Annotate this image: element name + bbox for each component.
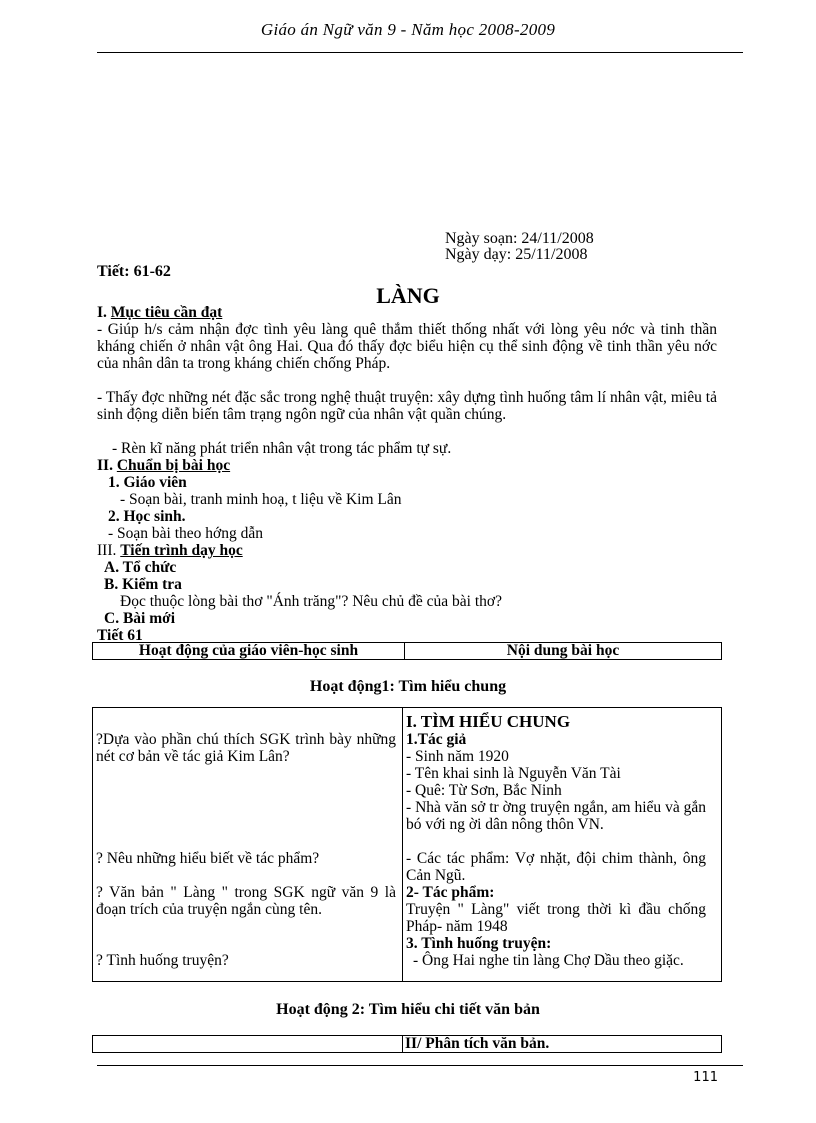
content-heading: I. TÌM HIỂU CHUNG	[406, 712, 571, 731]
step-a: A. Tổ chức	[104, 559, 177, 576]
period-61-label: Tiết 61	[97, 627, 143, 644]
question-author: ?Dựa vào phần chú thích SGK trình bày những nét cơ bản về tác giả Kim Lân?	[96, 731, 396, 765]
footer-rule	[97, 1065, 743, 1066]
activity-1-questions	[93, 708, 403, 982]
section-1-heading: I. Mục tiêu cần đạt	[97, 304, 223, 321]
lesson-period: Tiết: 61-62	[97, 263, 171, 280]
activity-2-table	[92, 1035, 722, 1053]
question-excerpt: ? Văn bản " Làng " trong SGK ngữ văn 9 là đoạn trích của truyện ngắn cùng tên.	[96, 884, 396, 918]
author-heading: 1.Tác giả	[406, 731, 467, 748]
author-works: - Các tác phẩm: Vợ nhặt, đội chim thành, ông Cản Ngũ.	[406, 850, 706, 884]
question-work: ? Nêu những hiểu biết về tác phẩm?	[96, 850, 320, 867]
section-1-title: Mục tiêu cần đạt	[110, 304, 223, 321]
student-heading: 2. Học sinh.	[108, 508, 186, 525]
student-item: - Soạn bài theo hớng dẫn	[108, 525, 263, 542]
work-heading: 2- Tác phẩm:	[406, 884, 495, 901]
activity-2-title: Hoạt động 2: Tìm hiểu chi tiết văn bản	[276, 1001, 540, 1018]
teacher-heading: 1. Giáo viên	[108, 474, 187, 491]
step-b: B. Kiểm tra	[104, 576, 182, 593]
author-hometown: - Quê: Từ Sơn, Bắc Ninh	[406, 782, 562, 799]
activity-2-questions	[93, 1036, 403, 1053]
page-number: 111	[693, 1070, 718, 1085]
activity-1-title: Hoạt động1: Tìm hiểu chung	[309, 678, 507, 695]
question-situation: ? Tình huống truyện?	[96, 952, 229, 969]
section-3-title: Tiến trình dạy học	[120, 542, 243, 559]
situation-heading: 3. Tình huống truyện:	[406, 935, 552, 952]
author-strength: - Nhà văn sở tr ờng truyện ngắn, am hiểu và gắn bó với ng ời dân nông thôn VN.	[406, 799, 706, 833]
section-2-title: Chuẩn bị bài học	[116, 457, 231, 474]
teacher-item: - Soạn bài, tranh minh hoạ, t liệu về Kim Lân	[120, 491, 402, 508]
lesson-title: LÀNG	[376, 283, 440, 308]
activity-1-table	[92, 707, 722, 982]
date-taught: Ngày dạy: 25/11/2008	[445, 246, 588, 263]
author-name: - Tên khai sinh là Nguyễn Văn Tài	[406, 765, 621, 782]
objective-paragraph-3: - Rèn kĩ năng phát triển nhân vật trong tác phẩm tự sự.	[112, 440, 452, 457]
page-header-title: Giáo án Ngữ văn 9 - Năm học 2008-2009	[260, 20, 556, 39]
step-c: C. Bài mới	[104, 610, 176, 627]
analysis-heading: II/ Phân tích văn bản.	[403, 1036, 722, 1053]
objective-paragraph-1: - Giúp h/s cảm nhận đợc tình yêu làng quê thắm thiết thống nhất với lòng yêu nớc và tinh thần kháng chiến ở nhân vật ông Hai. Qua đó thấy đợc biểu hiện cụ thể sinh động về tinh thần yêu nớc của nhân dân ta trong kháng chiến chống Pháp.	[97, 321, 717, 372]
situation-description: - Ông Hai nghe tin làng Chợ Dầu theo giặc.	[413, 952, 684, 969]
work-description: Truyện " Làng" viết trong thời kì đầu chống Pháp- năm 1948	[406, 901, 706, 935]
section-3-heading: III. Tiến trình dạy học	[97, 542, 243, 559]
header-rule	[97, 52, 743, 53]
section-2-heading: II. Chuẩn bị bài học	[97, 457, 231, 474]
activity-table-header	[92, 642, 722, 660]
activity-1-content	[403, 708, 722, 982]
author-birth: - Sinh năm 1920	[406, 748, 509, 765]
header-lesson-content: Nội dung bài học	[405, 643, 722, 660]
header-teacher-student: Hoạt động của giáo viên-học sinh	[93, 643, 405, 660]
date-prepared: Ngày soạn: 24/11/2008	[445, 230, 594, 247]
step-b-item: Đọc thuộc lòng bài thơ "Ánh trăng"? Nêu chủ đề của bài thơ?	[120, 593, 502, 610]
objective-paragraph-2: - Thấy đợc những nét đặc sắc trong nghệ thuật truyện: xây dựng tình huống tâm lí nhân vật, miêu tả sinh động diễn biến tâm trạng ngôn ngữ của nhân vật quần chúng.	[97, 389, 717, 423]
